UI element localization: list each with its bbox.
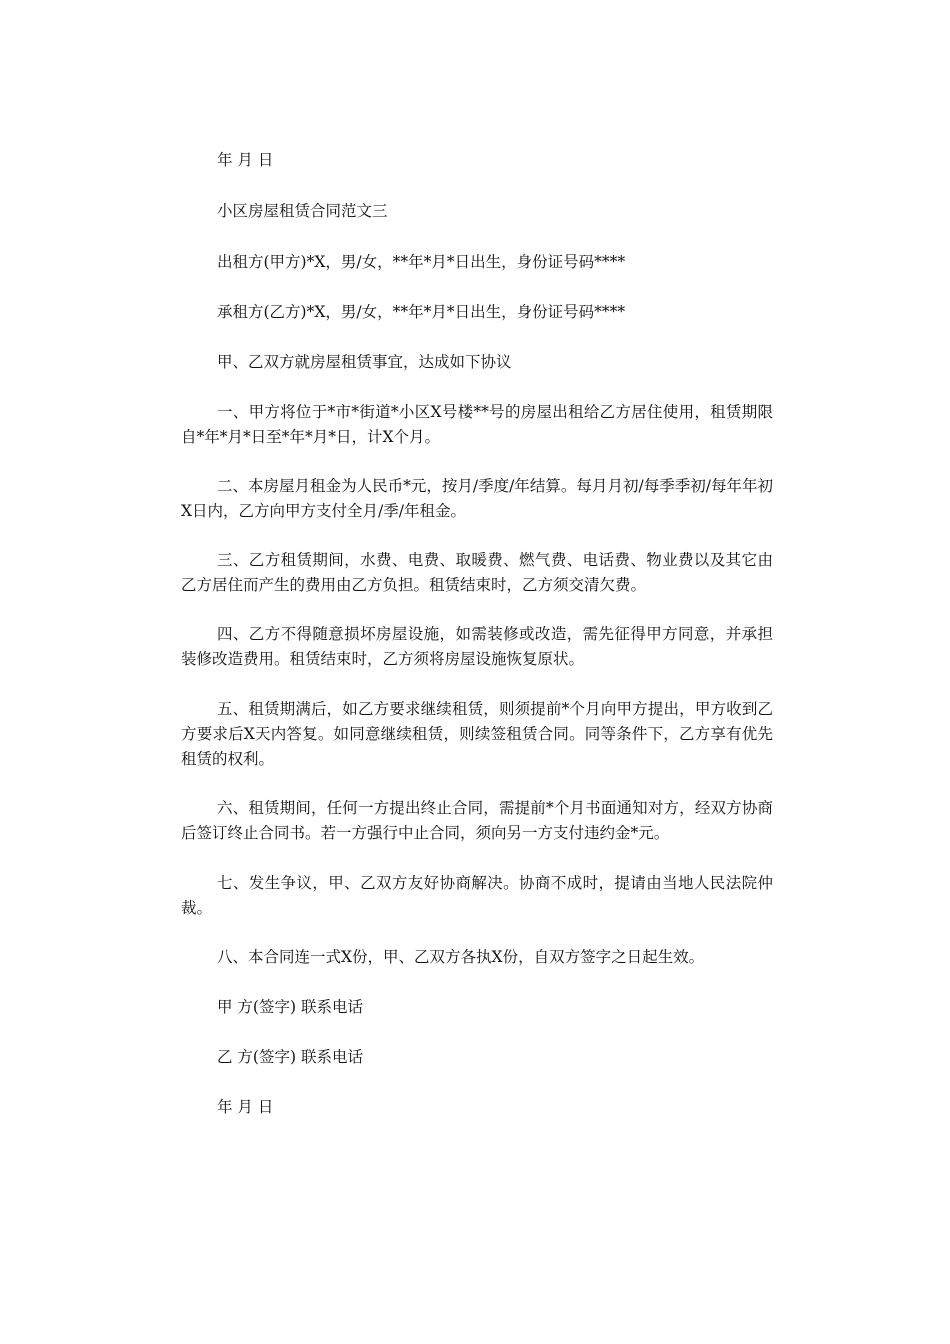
document-title: 小区房屋租赁合同范文三 [217, 202, 388, 220]
lessee-party: 承租方(乙方)*X，男/女，**年*月*日出生，身份证号码**** [217, 303, 626, 321]
agreement-intro: 甲、乙双方就房屋租赁事宜，达成如下协议 [217, 353, 512, 371]
date-line-top: 年 月 日 [217, 151, 274, 169]
lessor-party: 出租方(甲方)*X，男/女，**年*月*日出生，身份证号码**** [217, 253, 626, 271]
clause-6: 六、租赁期间，任何一方提出终止合同，需提前*个月书面通知对方，经双方协商后签订终止合同书。若一方强行中止合同，须向另一方支付违约金*元。 [181, 799, 773, 842]
clause-2: 二、本房屋月租金为人民币*元，按月/季度/年结算。每月月初/每季季初/每年年初X日内，乙方向甲方支付全月/季/年租金。 [181, 477, 773, 520]
clause-5: 五、租赁期满后，如乙方要求继续租赁，则须提前*个月向甲方提出，甲方收到乙方要求后X天内答复。如同意继续租赁，则续签租赁合同。同等条件下，乙方享有优先租赁的权利。 [181, 700, 773, 768]
clause-1: 一、甲方将位于*市*街道*小区X号楼**号的房屋出租给乙方居住使用，租赁期限自*年*月*日至*年*月*日，计X个月。 [181, 403, 773, 446]
clause-7: 七、发生争议，甲、乙双方友好协商解决。协商不成时，提请由当地人民法院仲裁。 [181, 874, 773, 917]
clause-4: 四、乙方不得随意损坏房屋设施，如需装修或改造，需先征得甲方同意，并承担装修改造费用。租赁结束时，乙方须将房屋设施恢复原状。 [181, 625, 773, 668]
clause-8: 八、本合同连一式X份，甲、乙双方各执X份，自双方签字之日起生效。 [217, 948, 705, 966]
clause-3: 三、乙方租赁期间，水费、电费、取暖费、燃气费、电话费、物业费以及其它由乙方居住而产生的费用由乙方负担。租赁结束时，乙方须交清欠费。 [181, 551, 773, 594]
party-b-signature-line: 乙 方(签字) 联系电话 [217, 1048, 363, 1066]
date-line-bottom: 年 月 日 [217, 1098, 274, 1116]
party-a-signature-line: 甲 方(签字) 联系电话 [217, 998, 363, 1016]
